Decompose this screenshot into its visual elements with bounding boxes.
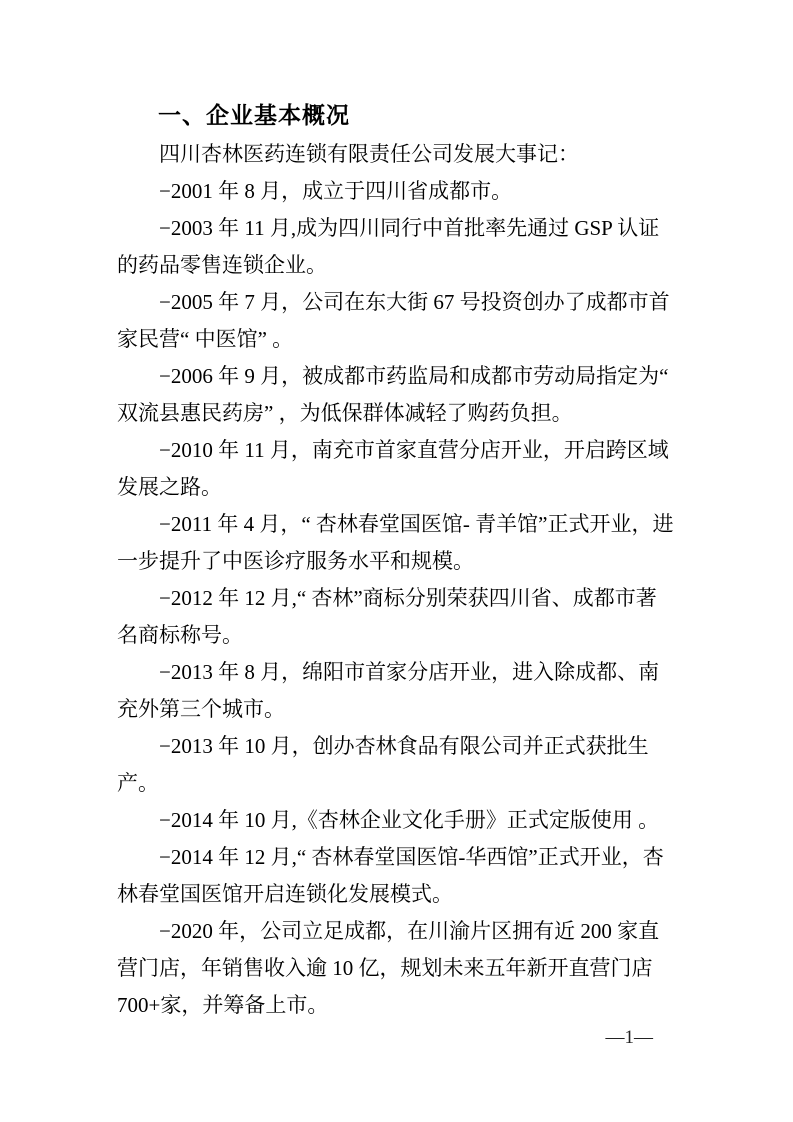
paragraph-intro: 四川杏林医药连锁有限责任公司发展大事记：: [159, 142, 579, 166]
paragraph-2012: −2012 年 12 月,“ 杏林”商标分别荣获四川省、成都市著名商标称号。: [117, 586, 657, 647]
paragraph-2011: −2011 年 4 月，“ 杏林春堂国医馆- 青羊馆”正式开业，进一步提升了中医诊疗服务水平和规模。: [117, 512, 674, 573]
document-body: [117, 96, 677, 1024]
paragraph-2013-oct: −2013 年 10 月，创办杏林食品有限公司并正式获批生产。: [117, 734, 649, 795]
paragraph-2014-oct: −2014 年 10 月,《杏林企业文化手册》正式定版使用 。: [159, 808, 660, 832]
paragraph-2013-aug: −2013 年 8 月，绵阳市首家分店开业，进入除成都、南充外第三个城市。: [117, 660, 660, 721]
paragraph-2006: −2006 年 9 月，被成都市药监局和成都市劳动局指定为“ 双流县惠民药房” ，为低保群体减轻了购药负担。: [117, 364, 669, 425]
page-number: —1—: [605, 1027, 653, 1048]
paragraph-2001: −2001 年 8 月，成立于四川省成都市。: [159, 179, 513, 203]
paragraph-2010: −2010 年 11 月，南充市首家直营分店开业，开启跨区域发展之路。: [117, 438, 669, 499]
paragraph-2014-dec: −2014 年 12 月,“ 杏林春堂国医馆-华西馆”正式开业，杏林春堂国医馆开启连锁化发展模式。: [117, 845, 664, 906]
paragraph-2020: −2020 年，公司立足成都，在川渝片区拥有近 200 家直营门店，年销售收入逾 10 亿，规划未来五年新开直营门店 700+家，并筹备上市。: [117, 919, 660, 1017]
paragraph-2003: −2003 年 11 月,成为四川同行中首批率先通过 GSP 认证的药品零售连锁企业。: [117, 216, 660, 277]
paragraph-2005: −2005 年 7 月，公司在东大街 67 号投资创办了成都市首家民营“ 中医馆” 。: [117, 290, 670, 351]
section-heading: 一、企业基本概况: [158, 102, 350, 128]
